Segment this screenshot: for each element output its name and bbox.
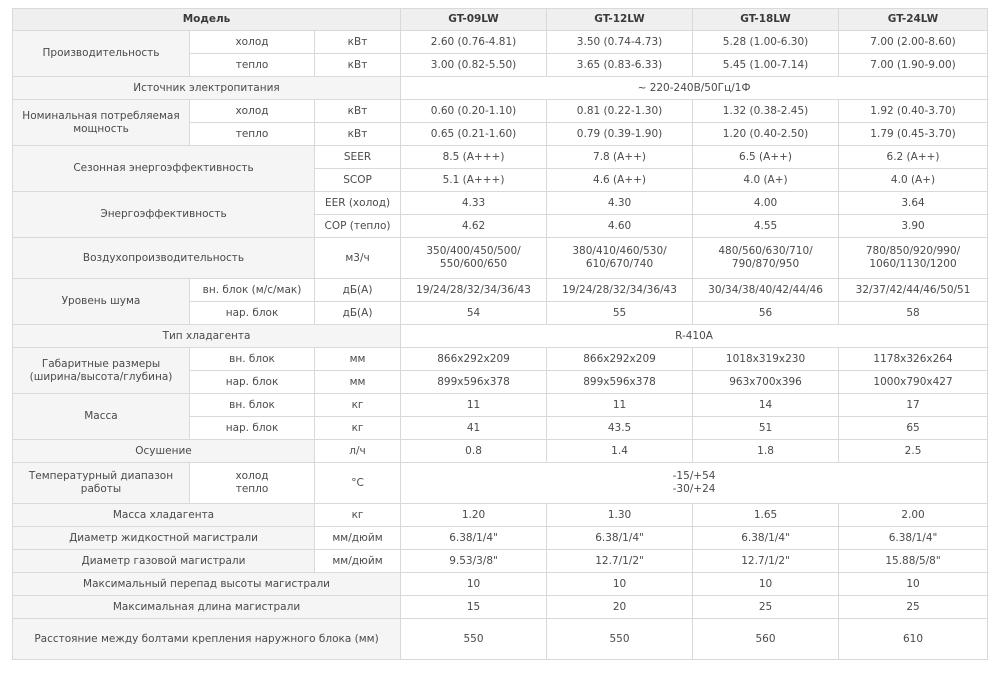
table-cell: 4.60	[547, 215, 693, 238]
table-cell: 3.50 (0.74-4.73)	[547, 31, 693, 54]
table-cell: 4.55	[693, 215, 839, 238]
table-cell: 780/850/920/990/ 1060/1130/1200	[839, 238, 988, 279]
mode-label: нар. блок	[190, 417, 315, 440]
table-cell: 480/560/630/710/ 790/870/950	[693, 238, 839, 279]
table-cell: 9.53/3/8"	[401, 550, 547, 573]
table-cell: 1.30	[547, 504, 693, 527]
table-cell: 30/34/38/40/42/44/46	[693, 279, 839, 302]
unit-label: COP (тепло)	[315, 215, 401, 238]
mode-label: холод	[190, 31, 315, 54]
table-cell: 550	[401, 619, 547, 660]
table-row	[13, 77, 988, 100]
row-label-refrigerant-type: Тип хладагента	[13, 325, 401, 348]
table-cell: 0.8	[401, 440, 547, 463]
table-row	[13, 192, 988, 215]
table-row	[13, 596, 988, 619]
mode-label: нар. блок	[190, 302, 315, 325]
mode-label: вн. блок	[190, 348, 315, 371]
table-cell: 1018x319x230	[693, 348, 839, 371]
table-cell: 899x596x378	[401, 371, 547, 394]
table-cell: 7.8 (A++)	[547, 146, 693, 169]
table-cell: 51	[693, 417, 839, 440]
table-cell: 2.00	[839, 504, 988, 527]
mode-label: нар. блок	[190, 371, 315, 394]
unit-label: л/ч	[315, 440, 401, 463]
row-label-dimensions: Габаритные размеры (ширина/высота/глубина)	[13, 348, 190, 394]
unit-label: SEER	[315, 146, 401, 169]
unit-label: дБ(А)	[315, 302, 401, 325]
mode-label: холод	[190, 100, 315, 123]
table-cell: 7.00 (2.00-8.60)	[839, 31, 988, 54]
row-label-dehumidification: Осушение	[13, 440, 315, 463]
unit-label: кВт	[315, 54, 401, 77]
mode-label: тепло	[190, 123, 315, 146]
table-cell: 5.45 (1.00-7.14)	[693, 54, 839, 77]
mode-label: тепло	[190, 54, 315, 77]
table-cell: 10	[401, 573, 547, 596]
table-cell: 610	[839, 619, 988, 660]
table-cell: 11	[547, 394, 693, 417]
model-column-2: GT-12LW	[547, 9, 693, 31]
row-label-max-height: Максимальный перепад высоты магистрали	[13, 573, 401, 596]
header-row	[13, 9, 988, 31]
table-cell: 56	[693, 302, 839, 325]
table-cell: 19/24/28/32/34/36/43	[401, 279, 547, 302]
table-cell: 58	[839, 302, 988, 325]
table-cell: 25	[839, 596, 988, 619]
row-label-refrigerant-mass: Масса хладагента	[13, 504, 315, 527]
table-cell: 15.88/5/8"	[839, 550, 988, 573]
table-cell: 15	[401, 596, 547, 619]
table-cell: 4.62	[401, 215, 547, 238]
table-row	[13, 440, 988, 463]
table-cell: 0.65 (0.21-1.60)	[401, 123, 547, 146]
table-cell: 4.0 (A+)	[693, 169, 839, 192]
unit-label: кг	[315, 417, 401, 440]
row-label-gas-line: Диаметр газовой магистрали	[13, 550, 315, 573]
table-row	[13, 146, 988, 169]
table-cell: 0.60 (0.20-1.10)	[401, 100, 547, 123]
row-label-airflow: Воздухопроизводительность	[13, 238, 315, 279]
row-label-seasonal-efficiency: Сезонная энергоэффективность	[13, 146, 315, 192]
table-row	[13, 504, 988, 527]
table-cell: 0.79 (0.39-1.90)	[547, 123, 693, 146]
unit-label: мм	[315, 371, 401, 394]
unit-label: кВт	[315, 31, 401, 54]
table-cell: 43.5	[547, 417, 693, 440]
model-column-3: GT-18LW	[693, 9, 839, 31]
table-row	[13, 619, 988, 660]
table-cell: 3.65 (0.83-6.33)	[547, 54, 693, 77]
table-cell: 32/37/42/44/46/50/51	[839, 279, 988, 302]
table-cell: 1.32 (0.38-2.45)	[693, 100, 839, 123]
table-cell: 550	[547, 619, 693, 660]
table-cell: 5.1 (A+++)	[401, 169, 547, 192]
table-cell: 2.5	[839, 440, 988, 463]
mode-label: вн. блок	[190, 394, 315, 417]
table-cell: 12.7/1/2"	[693, 550, 839, 573]
table-cell: 1000x790x427	[839, 371, 988, 394]
table-cell: 0.81 (0.22-1.30)	[547, 100, 693, 123]
row-label-nominal-power: Номинальная потребляемая мощность	[13, 100, 190, 146]
refrigerant-value: R-410A	[401, 325, 988, 348]
table-cell: 19/24/28/32/34/36/43	[547, 279, 693, 302]
unit-label: м3/ч	[315, 238, 401, 279]
table-row	[13, 463, 988, 504]
model-column-4: GT-24LW	[839, 9, 988, 31]
table-cell: 4.6 (A++)	[547, 169, 693, 192]
unit-label: кВт	[315, 100, 401, 123]
table-cell: 866x292x209	[401, 348, 547, 371]
table-cell: 3.90	[839, 215, 988, 238]
table-cell: 4.30	[547, 192, 693, 215]
table-cell: 25	[693, 596, 839, 619]
temp-range-value: -15/+54 -30/+24	[401, 463, 988, 504]
table-cell: 4.0 (A+)	[839, 169, 988, 192]
table-row	[13, 527, 988, 550]
table-cell: 11	[401, 394, 547, 417]
table-row	[13, 100, 988, 123]
table-cell: 6.5 (A++)	[693, 146, 839, 169]
table-cell: 10	[839, 573, 988, 596]
table-cell: 6.2 (A++)	[839, 146, 988, 169]
model-header: Модель	[13, 9, 401, 31]
table-cell: 963x700x396	[693, 371, 839, 394]
unit-label: дБ(А)	[315, 279, 401, 302]
table-cell: 899x596x378	[547, 371, 693, 394]
unit-label: кг	[315, 394, 401, 417]
table-cell: 10	[547, 573, 693, 596]
table-cell: 3.00 (0.82-5.50)	[401, 54, 547, 77]
spec-table-container	[12, 8, 987, 660]
table-row	[13, 550, 988, 573]
row-label-mass: Масса	[13, 394, 190, 440]
table-cell: 6.38/1/4"	[547, 527, 693, 550]
row-label-temp-range: Температурный диапазон работы	[13, 463, 190, 504]
table-cell: 1.8	[693, 440, 839, 463]
unit-label: EER (холод)	[315, 192, 401, 215]
table-cell: 10	[693, 573, 839, 596]
table-cell: 55	[547, 302, 693, 325]
row-label-noise: Уровень шума	[13, 279, 190, 325]
table-cell: 65	[839, 417, 988, 440]
table-cell: 41	[401, 417, 547, 440]
table-cell: 6.38/1/4"	[401, 527, 547, 550]
table-cell: 1.4	[547, 440, 693, 463]
model-column-1: GT-09LW	[401, 9, 547, 31]
table-cell: 350/400/450/500/ 550/600/650	[401, 238, 547, 279]
unit-label: кВт	[315, 123, 401, 146]
unit-label: мм/дюйм	[315, 527, 401, 550]
table-cell: 12.7/1/2"	[547, 550, 693, 573]
unit-label: SCOP	[315, 169, 401, 192]
table-cell: 1178x326x264	[839, 348, 988, 371]
table-cell: 17	[839, 394, 988, 417]
table-cell: 6.38/1/4"	[693, 527, 839, 550]
row-label-efficiency: Энергоэффективность	[13, 192, 315, 238]
table-row	[13, 394, 988, 417]
unit-label: °C	[315, 463, 401, 504]
table-cell: 20	[547, 596, 693, 619]
row-label-liquid-line: Диаметр жидкостной магистрали	[13, 527, 315, 550]
table-cell: 4.00	[693, 192, 839, 215]
row-label-performance: Производительность	[13, 31, 190, 77]
specifications-table	[12, 8, 988, 660]
table-cell: 2.60 (0.76-4.81)	[401, 31, 547, 54]
table-cell: 3.64	[839, 192, 988, 215]
table-cell: 560	[693, 619, 839, 660]
power-supply-value: ~ 220-240В/50Гц/1Ф	[401, 77, 988, 100]
table-cell: 6.38/1/4"	[839, 527, 988, 550]
table-cell: 14	[693, 394, 839, 417]
table-row	[13, 238, 988, 279]
mode-label: вн. блок (м/с/мак)	[190, 279, 315, 302]
table-cell: 4.33	[401, 192, 547, 215]
unit-label: мм	[315, 348, 401, 371]
table-row	[13, 279, 988, 302]
table-cell: 54	[401, 302, 547, 325]
table-cell: 1.20 (0.40-2.50)	[693, 123, 839, 146]
table-cell: 1.92 (0.40-3.70)	[839, 100, 988, 123]
table-row	[13, 573, 988, 596]
row-label-max-length: Максимальная длина магистрали	[13, 596, 401, 619]
table-row	[13, 348, 988, 371]
table-row	[13, 31, 988, 54]
mode-label: холод тепло	[190, 463, 315, 504]
row-label-bolt-distance: Расстояние между болтами крепления наружного блока (мм)	[13, 619, 401, 660]
table-cell: 1.65	[693, 504, 839, 527]
row-label-power-supply: Источник электропитания	[13, 77, 401, 100]
table-cell: 8.5 (A+++)	[401, 146, 547, 169]
table-cell: 7.00 (1.90-9.00)	[839, 54, 988, 77]
table-cell: 5.28 (1.00-6.30)	[693, 31, 839, 54]
table-cell: 1.79 (0.45-3.70)	[839, 123, 988, 146]
table-cell: 380/410/460/530/ 610/670/740	[547, 238, 693, 279]
table-cell: 1.20	[401, 504, 547, 527]
table-row	[13, 325, 988, 348]
unit-label: мм/дюйм	[315, 550, 401, 573]
table-cell: 866x292x209	[547, 348, 693, 371]
unit-label: кг	[315, 504, 401, 527]
